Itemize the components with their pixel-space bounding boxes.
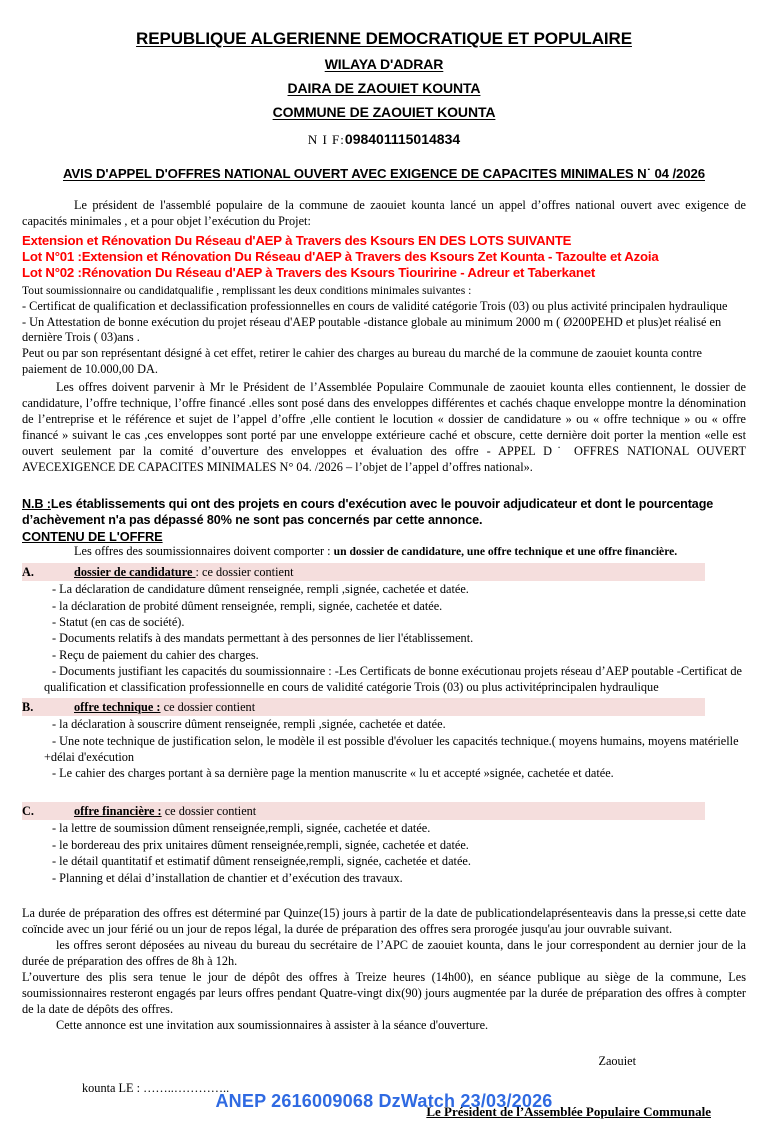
- list-item-continuation: +délai d'exécution: [44, 750, 135, 765]
- conditions-lead: Tout soumissionnaire ou candidatqualifie , remplissant les deux conditions minimales suivantes :: [22, 284, 472, 298]
- intro-paragraph: Le président de l'assemblé populaire de la commune de zaouiet kounta lancé un appel d’offres national ouvert avec exigence de capacités minimales , et a pour objet l’exécution du Projet:: [22, 198, 746, 229]
- contenu-title: CONTENU DE L'OFFRE: [22, 528, 163, 544]
- red-project-line-0: Extension et Rénovation Du Réseau d'AEP à Travers des Ksours EN DES LOTS SUIVANTE: [22, 233, 572, 249]
- header-republique: REPUBLIQUE ALGERIENNE DEMOCRATIQUE ET POPULAIRE: [136, 29, 632, 48]
- contenu-lead: [22, 544, 746, 560]
- section-after-c: ce dossier contient: [161, 803, 257, 818]
- list-item: - la déclaration à souscrire dûment renseignée, rempli ,signée, cachetée et datée.: [52, 717, 446, 732]
- ouverture-paragraph: L’ouverture des plis sera tenue le jour de dépôt des offres à Treize heures (14h00), en séance publique au siège de la commune, Les soumissionnaires resteront engagés par leurs offres pendant Quatre-vingt dix(90) jours augmentée par la durée de préparation des offres à compter de la date de dépôts des offres.: [22, 969, 746, 1016]
- signature-kounta-le: kounta LE : ……..…………..: [82, 1080, 230, 1095]
- nb-label: N.B :: [22, 497, 51, 512]
- retrait-paragraph: Peut ou par son représentant désigné à cet effet, retirer le cahier des charges au bureau du marché de la commune de zaouiet kounta contre paiement de 10.000,00 DA.: [22, 346, 703, 377]
- depot-paragraph: les offres seront déposées au niveau du bureau du secrétaire de l’APC de zaouiet kounta, dans le jour correspondent au dernier jour de la durée de préparation des offres de 8h à 12h.: [22, 937, 746, 968]
- list-item: - Statut (en cas de société).: [52, 614, 185, 629]
- condition-1: - Certificat de qualification et declassification professionnelles en cours de validité catégorie Trois (03) ou plus activité principalen hydraulique: [22, 298, 728, 313]
- section-title-a: dossier de candidature: [74, 564, 196, 579]
- avis-title: AVIS D'APPEL D'OFFRES NATIONAL OUVERT AVEC EXIGENCE DE CAPACITES MINIMALES N˙ 04 /2026: [62, 166, 705, 181]
- header-nif: [0, 131, 768, 149]
- nb-text: Les établissements qui ont des projets en cours d'exécution avec le pouvoir adjudicateur et dont le pourcentage d’achèvement n'a pas dépassé 80% ne sont pas concernés par cette annonce.: [22, 497, 714, 528]
- signature-zaouiet: Zaouiet: [598, 1053, 636, 1068]
- section-after-a: : ce dossier contient: [195, 564, 294, 579]
- section-head-c: [22, 802, 705, 821]
- contenu-lead-normal: Les offres des soumissionnaires doivent comporter :: [74, 543, 334, 558]
- signature-president: Le Président de l’Assemblée Populaire Communale: [426, 1103, 711, 1119]
- header-commune: COMMUNE DE ZAOUIET KOUNTA: [272, 104, 496, 120]
- list-item-continuation: qualification et classification professionnelle en cours de validité catégorie Trois (03) ou plus activitéprincipalen hydraulique: [44, 680, 659, 695]
- section-title-c: offre financière :: [74, 803, 162, 818]
- duree-paragraph: La durée de préparation des offres est déterminé par Quinze(15) jours à partir de la date de publicationdelaprésenteavis dans la presse,si cette date coïncide avec un jour férié ou un jour de repos légal, la durée de préparation des offres sera prorogée jusqu'au jour ouvrable suivant.: [22, 905, 746, 936]
- footer-anep: ANEP 2616009068 DzWatch 23/03/2026: [215, 1091, 553, 1111]
- list-item: - Une note technique de justification selon, le modèle il est possible d'évoluer les capacités technique.( moyens humains, moyens matérielle: [52, 733, 739, 748]
- list-item: - le détail quantitatif et estimatif dûment renseignée,rempli, signée, cachetée et datée.: [52, 854, 471, 869]
- red-project-line-2: Lot N°02 :Rénovation Du Réseau d'AEP à Travers des Ksours Tiouririne - Adreur et Taberkanet: [22, 265, 596, 281]
- header-wilaya: WILAYA D'ADRAR: [324, 56, 444, 72]
- list-item: - le bordereau des prix unitaires dûment renseignée,rempli, signée, cachetée et datée.: [52, 837, 469, 852]
- section-head-b: [22, 698, 705, 717]
- section-letter-b: B.: [22, 699, 34, 714]
- condition-2: - Un Attestation de bonne exécution du projet réseau d'AEP poutable -distance globale au minimum 2000 m ( Ø200PEHD et plus)et réalisé en dernière Trois ( 03)ans .: [22, 314, 722, 345]
- document-header: [0, 0, 768, 180]
- red-project-line-1: Lot N°01 :Extension et Rénovation Du Réseau d'AEP à Travers des Ksours Zet Kounta - Tazoulte et Azoia: [22, 249, 659, 265]
- list-item: - Documents relatifs à des mandats permettant à des personnes de lier l'établissement.: [52, 631, 474, 646]
- list-item: - la lettre de soumission dûment renseignée,rempli, signée, cachetée et datée.: [52, 821, 431, 836]
- document-body: [0, 186, 768, 1120]
- nif-label: N I F:: [307, 132, 345, 147]
- list-item: - Reçu de paiement du cahier des charges.: [52, 647, 259, 662]
- section-after-b: ce dossier contient: [160, 699, 256, 714]
- list-item: - Planning et délai d’installation de chantier et d’exécution des travaux.: [52, 870, 403, 885]
- section-head-a: [22, 563, 705, 582]
- header-daira: DAIRA DE ZAOUIET KOUNTA: [287, 80, 481, 96]
- list-item: - Documents justifiant les capacités du soumissionnaire : -Les Certificats de bonne exécutionau projets réseau d’AEP poutable -Certificat de: [52, 663, 743, 678]
- nb-paragraph: [22, 496, 746, 528]
- section-title-b: offre technique :: [74, 699, 161, 714]
- list-item: - Le cahier des charges portant à sa dernière page la mention manuscrite « lu et accepté »signée, cachetée et datée.: [52, 766, 614, 781]
- list-item: - La déclaration de candidature dûment renseignée, rempli ,signée, cachetée et datée.: [52, 582, 469, 597]
- nif-value: 098401115014834: [344, 131, 461, 147]
- list-item: - la déclaration de probité dûment renseignée, rempli, signée, cachetée et datée.: [52, 598, 443, 613]
- invitation-paragraph: Cette annonce est une invitation aux soumissionnaires à assister à la séance d'ouverture.: [56, 1017, 489, 1032]
- section-letter-c: C.: [22, 803, 34, 818]
- offres-paragraph: Les offres doivent parvenir à Mr le Président de l’Assemblée Populaire Communale de zaouiet kounta elles contiennent, le dossier de candidature, l’offre technique, l’offre financé .elles sont posé dans des enveloppes différentes et cachés chaque enveloppe montre la dénomination de l’entreprise et le référence et sujet de l’appel d’offre ,elle contient le locution « dossier de candidature » ou « offre technique » ou « offre financé » suivant le cas ,ces enveloppes sont porté par une enveloppe extérieure caché et obscure, cette dernière doit porter la mention «elle est ouvert seulement par la comité d’ouverture des enveloppes et évaluation des offre - APPEL D˙ OFFRES NATIONAL OUVERT AVECEXIGENCE DE CAPACITES MINIMALES N° 04. /2026 – l’objet de l’appel d’offres national».: [22, 380, 746, 475]
- section-letter-a: A.: [22, 564, 34, 579]
- contenu-lead-bold: un dossier de candidature, une offre technique et une offre financière.: [333, 544, 678, 558]
